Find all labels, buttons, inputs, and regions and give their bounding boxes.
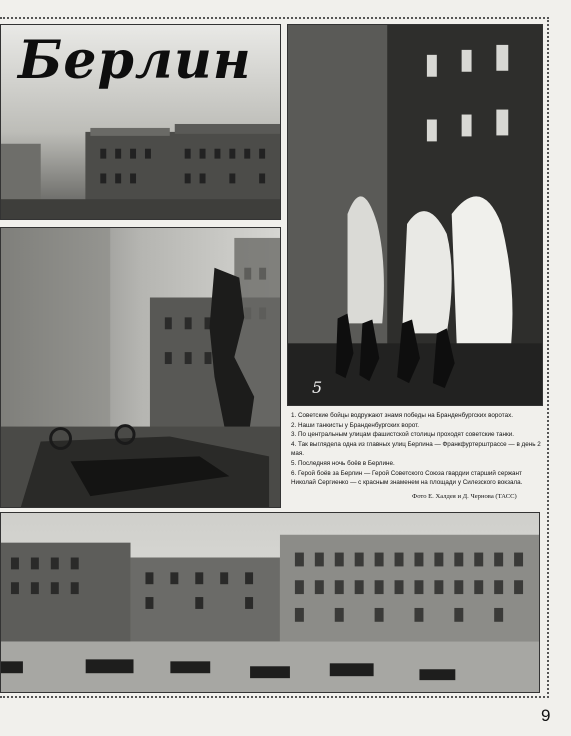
photo-statue-tank [0, 227, 281, 508]
caption-6: 6. Герой боёв за Берлин — Герой Советского Союза гвардии старший сержант Николай Сергиенко — с красным знаменем на площади у Силезского вокзала. [291, 469, 523, 487]
caption-1: 1. Советские бойцы водружают знамя победы на Бранденбургских воротах. [291, 412, 513, 419]
photo-panorama-street [0, 512, 540, 693]
caption-2: 2. Наши танкисты у Бранденбургских ворот. [291, 421, 420, 429]
photo-credit: Фото Е. Халдея и Д. Чернова (ТАСС) [412, 493, 517, 500]
page-number: 9 [541, 706, 551, 725]
caption-5: 5. Последняя ночь боёв в Берлине. [291, 459, 395, 467]
photo-number: 5 [312, 378, 323, 397]
captions-block [291, 411, 545, 488]
caption-4: 4. Так выглядела одна из главных улиц Берлина — Франкфуртерштрассе — в день 2 мая. [291, 440, 541, 458]
caption-3: 3. По центральным улицам фашистской столицы проходят советские танки. [291, 431, 515, 439]
photo-night-battle [287, 24, 543, 406]
headline: Берлин [18, 30, 252, 91]
